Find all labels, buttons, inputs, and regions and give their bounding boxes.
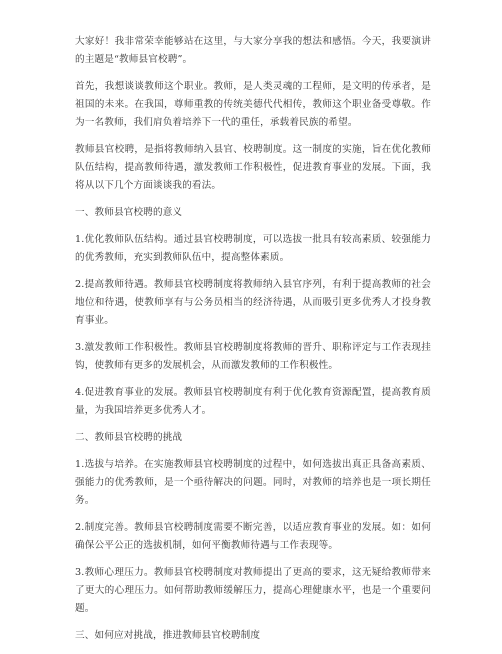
section-heading-significance: 一、教师县官校聘的意义: [75, 207, 183, 218]
list-item-significance-1: 1.优化教师队伍结构。通过县官校聘制度，可以选拔一批具有较高素质、较强能力的优秀教师，充实到教师队伍中，提高整体素质。: [75, 234, 431, 263]
list-item-significance-3: 3.激发教师工作积极性。教师县官校聘制度将教师的晋升、职称评定与工作表现挂钩，使教师有更多的发展机会，从而激发教师的工作积极性。: [75, 342, 431, 371]
document-page: [75, 33, 431, 654]
list-item-challenge-1: 1.选拔与培养。在实施教师县官校聘制度的过程中，如何选拔出真正具备高素质、强能力的优秀教师，是一个亟待解决的问题。同时，对教师的培养也是一项长期任务。: [75, 459, 431, 506]
definition-paragraph: 教师县官校聘，是指将教师纳入县官、校聘制度。这一制度的实施，旨在优化教师队伍结构，提高教师待遇，激发教师工作积极性，促进教育事业的发展。下面，我将从以下几个方面谈谈我的看法。: [75, 144, 431, 191]
section-heading-challenges: 二、教师县官校聘的挑战: [75, 432, 183, 443]
list-item-significance-2: 2.提高教师待遇。教师县官校聘制度将教师纳入县官序列，有利于提高教师的社会地位和待遇，使教师享有与公务员相当的经济待遇，从而吸引更多优秀人才投身教育事业。: [75, 279, 431, 326]
section-heading-response: 三、如何应对挑战，推进教师县官校聘制度: [75, 630, 261, 641]
intro-paragraph: 大家好！我非常荣幸能够站在这里，与大家分享我的想法和感悟。今天，我要演讲的主题是“教师县官校聘”。: [75, 36, 431, 65]
list-item-challenge-2: 2.制度完善。教师县官校聘制度需要不断完善，以适应教育事业的发展。如：如何确保公平公正的选拔机制，如何平衡教师待遇与工作表现等。: [75, 522, 431, 551]
list-item-challenge-3: 3.教师心理压力。教师县官校聘制度对教师提出了更高的要求，这无疑给教师带来了更大的心理压力。如何帮助教师缓解压力，提高心理健康水平，也是一个重要问题。: [75, 567, 431, 614]
list-item-significance-4: 4.促进教育事业的发展。教师县官校聘制度有利于优化教育资源配置，提高教育质量，为我国培养更多优秀人才。: [75, 387, 431, 416]
teacher-profession-paragraph: 首先，我想谈谈教师这个职业。教师，是人类灵魂的工程师，是文明的传承者，是祖国的未来。在我国，尊师重教的传统美德代代相传，教师这个职业备受尊敬。作为一名教师，我们肩负着培养下一代的重任，承载着民族的希望。: [75, 81, 431, 128]
